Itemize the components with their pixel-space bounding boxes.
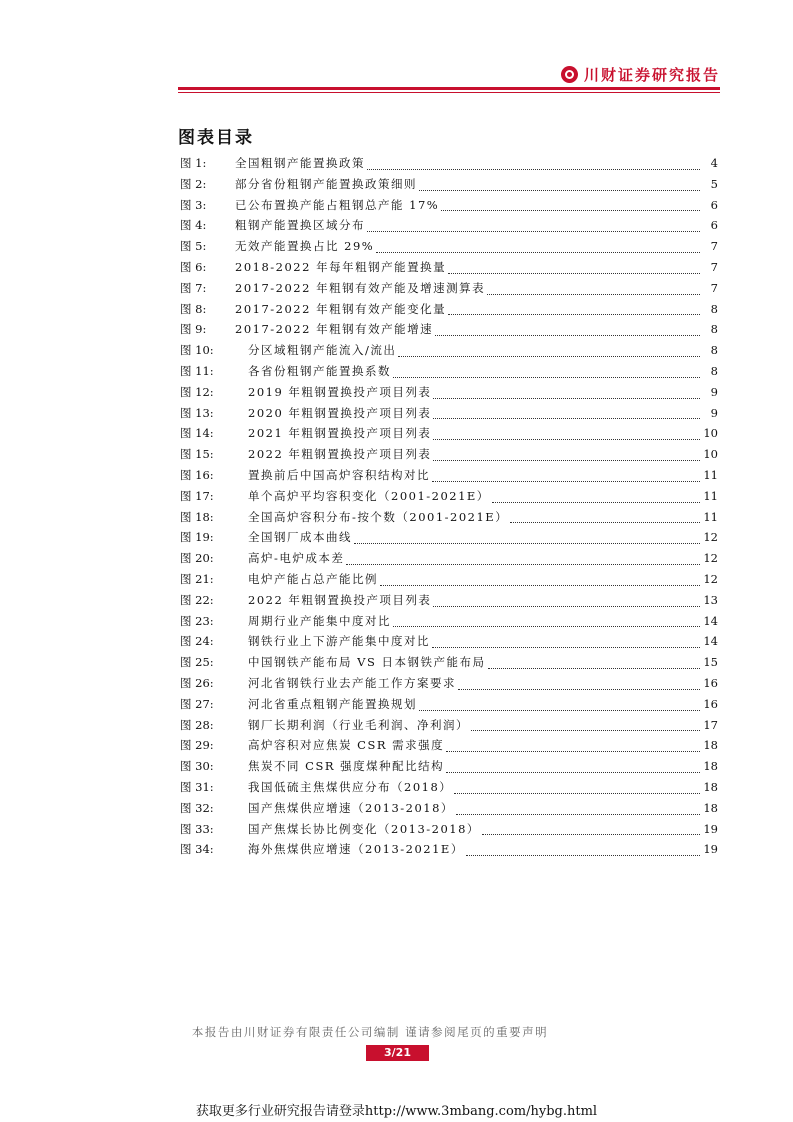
toc-item[interactable] [180,756,718,777]
toc-item-number: 图 21: [180,571,214,586]
toc-item-page: 14 [703,613,718,628]
toc-item-number: 图 30: [180,759,214,774]
toc-item-number: 图 33: [180,821,214,836]
toc-item-page: 14 [703,634,718,649]
toc-item-label: 无效产能置换占比 29% [235,239,375,254]
toc-item-page: 5 [710,176,718,191]
toc-item-number: 图 10: [180,343,214,358]
footer-link[interactable]: 获取更多行业研究报告请登录http://www.3mbang.com/hybg.html [195,1104,598,1119]
toc-leader-dots [456,813,700,815]
toc-item-label: 2022 年粗钢置换投产项目列表 [248,592,432,607]
toc-item-label: 电炉产能占总产能比例 [248,571,378,586]
toc-item-page: 16 [703,675,718,690]
toc-item[interactable] [180,611,718,632]
header-rule-thin [178,92,720,93]
toc-item[interactable] [180,548,718,569]
toc-leader-dots [376,251,700,253]
toc-leader-dots [346,563,700,565]
toc-item[interactable] [180,257,718,278]
toc-list [180,153,718,860]
toc-item-label: 单个高炉平均容积变化（2001-2021E） [248,488,490,503]
toc-item[interactable] [180,236,718,257]
toc-item-label: 焦炭不同 CSR 强度煤种配比结构 [248,759,445,774]
toc-item-page: 19 [703,821,718,836]
toc-item-page: 11 [703,509,718,524]
toc-item-page: 12 [703,571,718,586]
toc-item[interactable] [180,174,718,195]
toc-item-label: 国产焦煤供应增速（2013-2018） [248,800,454,815]
toc-item-number: 图 1: [180,156,207,170]
toc-item-number: 图 13: [180,405,214,420]
toc-item-label: 国产焦煤长协比例变化（2013-2018） [248,821,480,836]
toc-item[interactable] [180,403,718,424]
toc-leader-dots [419,709,700,711]
toc-item[interactable] [180,527,718,548]
toc-item[interactable] [180,819,718,840]
toc-item-number: 图 28: [180,717,214,732]
toc-leader-dots [454,792,700,794]
toc-leader-dots [433,459,700,461]
toc-leader-dots [458,688,700,690]
toc-leader-dots [466,854,700,856]
toc-leader-dots [446,771,700,773]
toc-item-page: 10 [703,447,718,462]
toc-item[interactable] [180,382,718,403]
toc-item-label: 高炉-电炉成本差 [248,551,345,566]
toc-item-label: 全国钢厂成本曲线 [248,530,352,545]
toc-item-number: 图 32: [180,800,214,815]
toc-item-page: 12 [703,551,718,566]
toc-item-page: 9 [710,405,718,420]
toc-item-number: 图 5: [180,239,207,254]
toc-item[interactable] [180,631,718,652]
toc-item-page: 4 [710,156,718,170]
toc-item[interactable] [180,673,718,694]
toc-item-label: 海外焦煤供应增速（2013-2021E） [248,842,464,857]
toc-item[interactable] [180,361,718,382]
toc-item[interactable] [180,153,718,174]
toc-item-number: 图 23: [180,613,214,628]
page-header [178,62,720,92]
toc-item[interactable] [180,652,718,673]
toc-leader-dots [433,605,700,607]
toc-item-page: 17 [703,717,718,732]
toc-leader-dots [510,521,700,523]
toc-item-label: 我国低硫主焦煤供应分布（2018） [248,779,453,794]
toc-item-page: 7 [710,239,718,254]
toc-item[interactable] [180,319,718,340]
toc-item-page: 13 [703,592,718,607]
toc-item[interactable] [180,278,718,299]
toc-leader-dots [354,542,700,544]
toc-item-label: 河北省钢铁行业去产能工作方案要求 [248,675,456,690]
toc-item-page: 18 [703,779,718,794]
toc-item-number: 图 11: [180,363,214,378]
toc-leader-dots [487,293,700,295]
toc-item-number: 图 12: [180,384,214,399]
toc-leader-dots [419,189,700,191]
toc-item-page: 18 [703,759,718,774]
toc-item-number: 图 25: [180,655,214,670]
page-number: 3/21 [366,1045,429,1061]
toc-leader-dots [398,355,700,357]
toc-leader-dots [435,334,700,336]
toc-item-page: 18 [703,800,718,815]
toc-item-page: 15 [703,655,718,670]
toc-item-number: 图 26: [180,675,214,690]
toc-item[interactable] [180,798,718,819]
toc-item[interactable] [180,299,718,320]
toc-item-number: 图 2: [180,176,207,191]
toc-item-label: 全国高炉容积分布-按个数（2001-2021E） [248,509,509,524]
toc-item[interactable] [180,195,718,216]
toc-item-page: 9 [710,384,718,399]
toc-item[interactable] [180,486,718,507]
toc-item-label: 2017-2022 年粗钢有效产能及增速测算表 [235,280,486,295]
toc-item-label: 钢铁行业上下游产能集中度对比 [248,634,430,649]
toc-item-label: 高炉容积对应焦炭 CSR 需求强度 [248,738,445,753]
toc-leader-dots [432,480,700,482]
toc-leader-dots [433,438,700,440]
toc-item-label: 2022 年粗钢置换投产项目列表 [248,447,432,462]
toc-item-number: 图 27: [180,696,214,711]
toc-title: 图表目录 [178,128,254,148]
toc-item-number: 图 31: [180,779,214,794]
toc-item-label: 2021 年粗钢置换投产项目列表 [248,426,432,441]
toc-item[interactable] [180,423,718,444]
toc-item-number: 图 6: [180,259,207,274]
toc-leader-dots [393,376,700,378]
toc-item-page: 6 [710,218,718,233]
toc-item-number: 图 15: [180,447,214,462]
toc-item-number: 图 19: [180,530,214,545]
toc-item[interactable] [180,777,718,798]
toc-item-number: 图 14: [180,426,214,441]
toc-item[interactable] [180,569,718,590]
toc-item-number: 图 9: [180,322,207,337]
brand-name: 川财证券研究报告 [583,66,720,84]
toc-item-page: 7 [710,259,718,274]
toc-item-label: 粗钢产能置换区域分布 [235,218,365,233]
toc-item[interactable] [180,465,718,486]
toc-leader-dots [432,646,700,648]
toc-item-label: 各省份粗钢产能置换系数 [248,363,391,378]
toc-leader-dots [433,417,700,419]
toc-item-page: 11 [703,467,718,482]
toc-item-page: 7 [710,280,718,295]
toc-leader-dots [446,750,700,752]
toc-item-number: 图 7: [180,280,207,295]
toc-item-label: 全国粗钢产能置换政策 [235,156,365,170]
toc-leader-dots [433,397,700,399]
toc-leader-dots [448,313,700,315]
toc-item-label: 中国钢铁产能布局 VS 日本钢铁产能布局 [248,655,486,670]
toc-item-label: 2019 年粗钢置换投产项目列表 [248,384,432,399]
toc-item[interactable] [180,715,718,736]
toc-leader-dots [367,168,700,170]
toc-item-number: 图 18: [180,509,214,524]
header-rule-thick [178,87,720,90]
toc-item-label: 2017-2022 年粗钢有效产能变化量 [235,301,447,316]
toc-item-label: 置换前后中国高炉容积结构对比 [248,467,430,482]
toc-item[interactable] [180,590,718,611]
toc-item-page: 8 [710,363,718,378]
toc-item-label: 2018-2022 年每年粗钢产能置换量 [235,259,447,274]
toc-leader-dots [367,230,700,232]
toc-item-number: 图 22: [180,592,214,607]
toc-leader-dots [441,209,700,211]
toc-item-page: 10 [703,426,718,441]
toc-item-page: 16 [703,696,718,711]
toc-item[interactable] [180,444,718,465]
toc-item-page: 19 [703,842,718,857]
toc-item-number: 图 29: [180,738,214,753]
toc-item-label: 河北省重点粗钢产能置换规划 [248,696,417,711]
company-logo-icon [561,66,578,83]
toc-leader-dots [393,625,700,627]
toc-leader-dots [448,272,700,274]
toc-item-number: 图 17: [180,488,214,503]
toc-item[interactable] [180,340,718,361]
toc-item-label: 分区域粗钢产能流入/流出 [248,343,397,358]
brand [561,64,720,85]
toc-item-number: 图 34: [180,842,214,857]
toc-leader-dots [482,833,700,835]
toc-item-number: 图 4: [180,218,207,233]
toc-item-number: 图 3: [180,197,207,212]
toc-item-page: 12 [703,530,718,545]
toc-leader-dots [488,667,701,669]
toc-item-number: 图 20: [180,551,214,566]
toc-item-number: 图 16: [180,467,214,482]
toc-item-number: 图 8: [180,301,207,316]
toc-item-page: 6 [710,197,718,212]
disclaimer: 本报告由川财证券有限责任公司编制 谨请参阅尾页的重要声明 [191,1025,549,1039]
toc-item[interactable] [180,839,718,860]
toc-leader-dots [492,501,700,503]
toc-item[interactable] [180,735,718,756]
toc-leader-dots [471,729,700,731]
toc-item-page: 8 [710,322,718,337]
toc-item-page: 8 [710,343,718,358]
toc-item-label: 已公布置换产能占粗钢总产能 17% [235,197,440,212]
toc-item-label: 2020 年粗钢置换投产项目列表 [248,405,432,420]
toc-item[interactable] [180,694,718,715]
toc-leader-dots [380,584,700,586]
toc-item-label: 周期行业产能集中度对比 [248,613,391,628]
toc-item[interactable] [180,215,718,236]
toc-item[interactable] [180,507,718,528]
toc-item-label: 钢厂长期利润（行业毛利润、净利润） [248,717,469,732]
toc-item-label: 2017-2022 年粗钢有效产能增速 [235,322,434,337]
toc-item-page: 8 [710,301,718,316]
toc-item-number: 图 24: [180,634,214,649]
toc-item-page: 11 [703,488,718,503]
toc-item-label: 部分省份粗钢产能置换政策细则 [235,176,417,191]
toc-item-page: 18 [703,738,718,753]
